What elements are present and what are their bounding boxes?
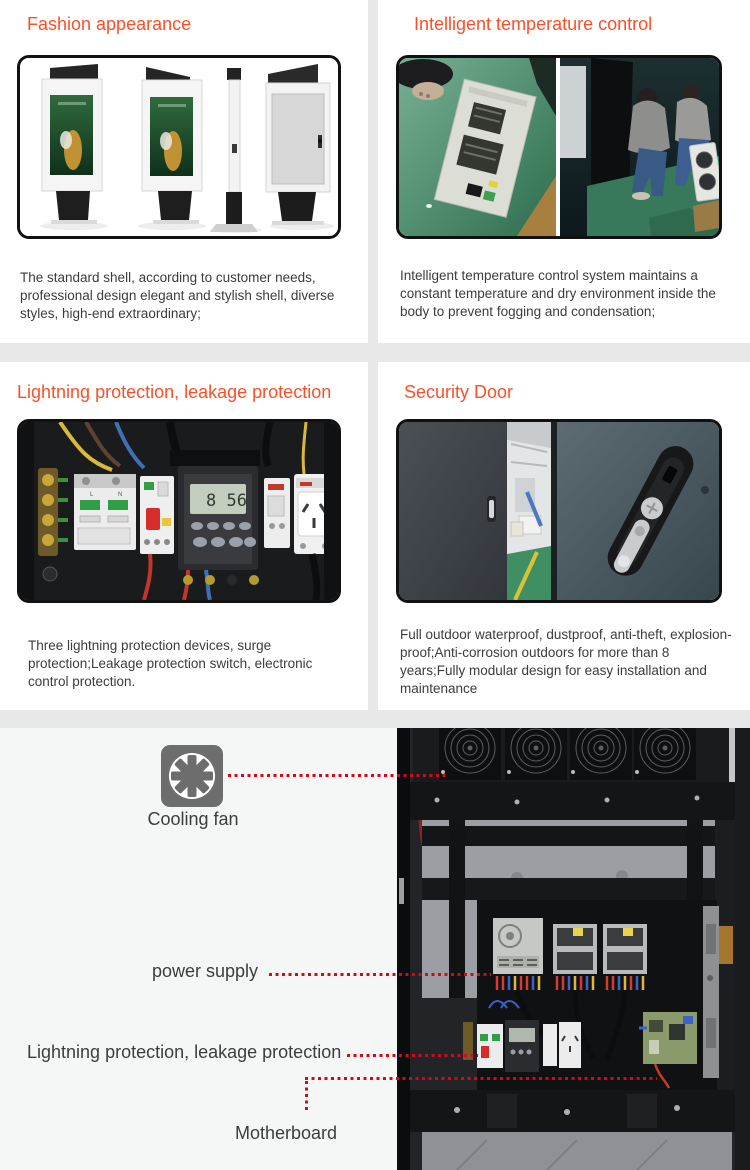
section-description: Three lightning protection devices, surge protection;Leakage protection switch, electronic control protection. [28, 638, 313, 689]
dotted-connector-lightning [347, 1054, 478, 1057]
section-title: Lightning protection, leakage protection [17, 382, 332, 402]
timer-display: 8 56 [206, 491, 247, 511]
lightning-protection-image [17, 419, 341, 603]
horizontal-divider-1 [0, 343, 750, 362]
dotted-connector-cooling-fan [228, 774, 447, 777]
dotted-connector-motherboard-h [305, 1077, 657, 1080]
security-door-illustration [399, 422, 719, 600]
dotted-connector-power-supply [269, 973, 491, 976]
section-title: Intelligent temperature control [414, 14, 653, 34]
svg-text:L: L [90, 492, 94, 498]
horizontal-divider-2 [0, 710, 750, 728]
security-door-image [396, 419, 722, 603]
swing-handle-photo [557, 422, 719, 600]
section-description: Full outdoor waterproof, dustproof, anti-theft, explosion-proof;Anti-corrosion outdoors for more than 8 years;Fully modular design for easy installation and maintenance [400, 627, 732, 696]
open-door-photo [399, 422, 557, 600]
label-motherboard: Motherboard [234, 1123, 338, 1143]
section-description: The standard shell, according to customer needs, professional design elegant and stylish shell, diverse styles, high-end extraordinary; [20, 270, 335, 321]
section-title: Security Door [404, 382, 514, 402]
timer-switch [178, 466, 258, 570]
cabinet-interior-photo [397, 728, 750, 1170]
label-lightning-protection: Lightning protection, leakage protection [27, 1042, 342, 1062]
fashion-appearance-image [17, 55, 341, 239]
svg-text:N: N [118, 492, 123, 498]
temperature-unit-photo [399, 58, 556, 236]
section-title: Fashion appearance [27, 14, 192, 34]
surge-protectors [74, 474, 136, 550]
internal-structure-diagram [0, 728, 750, 1170]
label-power-supply: power supply [151, 961, 258, 981]
protection-devices-illustration [20, 422, 338, 600]
cooling-fans [413, 728, 729, 782]
section-description: Intelligent temperature control system maintains a constant temperature and dry environment inside the body to prevent fogging and condensation; [400, 268, 716, 319]
contactor [264, 478, 290, 548]
temperature-units-illustration [399, 58, 719, 236]
leakage-breaker [140, 476, 174, 554]
installation-photo [560, 58, 719, 236]
label-cooling-fan: Cooling fan [147, 809, 239, 829]
kiosk-renders-illustration [20, 58, 338, 236]
temperature-control-image [396, 55, 722, 239]
dotted-connector-motherboard-v [305, 1081, 308, 1112]
fan-icon [161, 745, 223, 807]
